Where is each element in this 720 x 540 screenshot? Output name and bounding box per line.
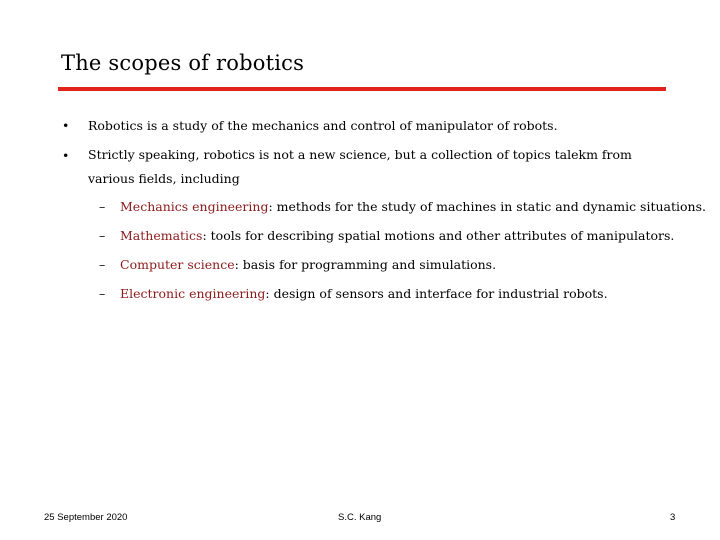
footer-page-number: 3 [670, 512, 676, 523]
sub-item-term: Mathematics [120, 228, 203, 243]
sub-item-description: : basis for programming and simulations. [234, 257, 497, 272]
sub-item-mechanics [120, 199, 706, 214]
sub-item-mathematics [120, 228, 674, 243]
footer-date: 25 September 2020 [44, 512, 128, 523]
sub-item-computer-science [120, 257, 496, 272]
sub-item-term: Electronic engineering [120, 286, 266, 301]
sub-item-term: Mechanics engineering [120, 199, 269, 214]
sub-item-description: : tools for describing spatial motions and other attributes of manipulators. [202, 228, 675, 243]
bullet-marker: • [62, 118, 70, 133]
sub-dash: – [99, 286, 106, 301]
sub-dash: – [99, 199, 106, 214]
sub-item-term: Computer science [120, 257, 235, 272]
sub-dash: – [99, 228, 106, 243]
bullet-item-2: Strictly speaking, robotics is not a new science, but a collection of topics talekm from various fields, including [88, 147, 632, 186]
title-underline [58, 87, 666, 91]
sub-dash: – [99, 257, 106, 272]
sub-item-electronic [120, 286, 608, 301]
sub-item-description: : design of sensors and interface for industrial robots. [265, 286, 608, 301]
bullet-item-1: Robotics is a study of the mechanics and control of manipulator of robots. [88, 118, 558, 133]
slide-title: The scopes of robotics [61, 51, 305, 75]
sub-item-description: : methods for the study of machines in static and dynamic situations. [268, 199, 706, 214]
footer-author: S.C. Kang [338, 512, 382, 523]
bullet-marker: • [62, 148, 70, 163]
